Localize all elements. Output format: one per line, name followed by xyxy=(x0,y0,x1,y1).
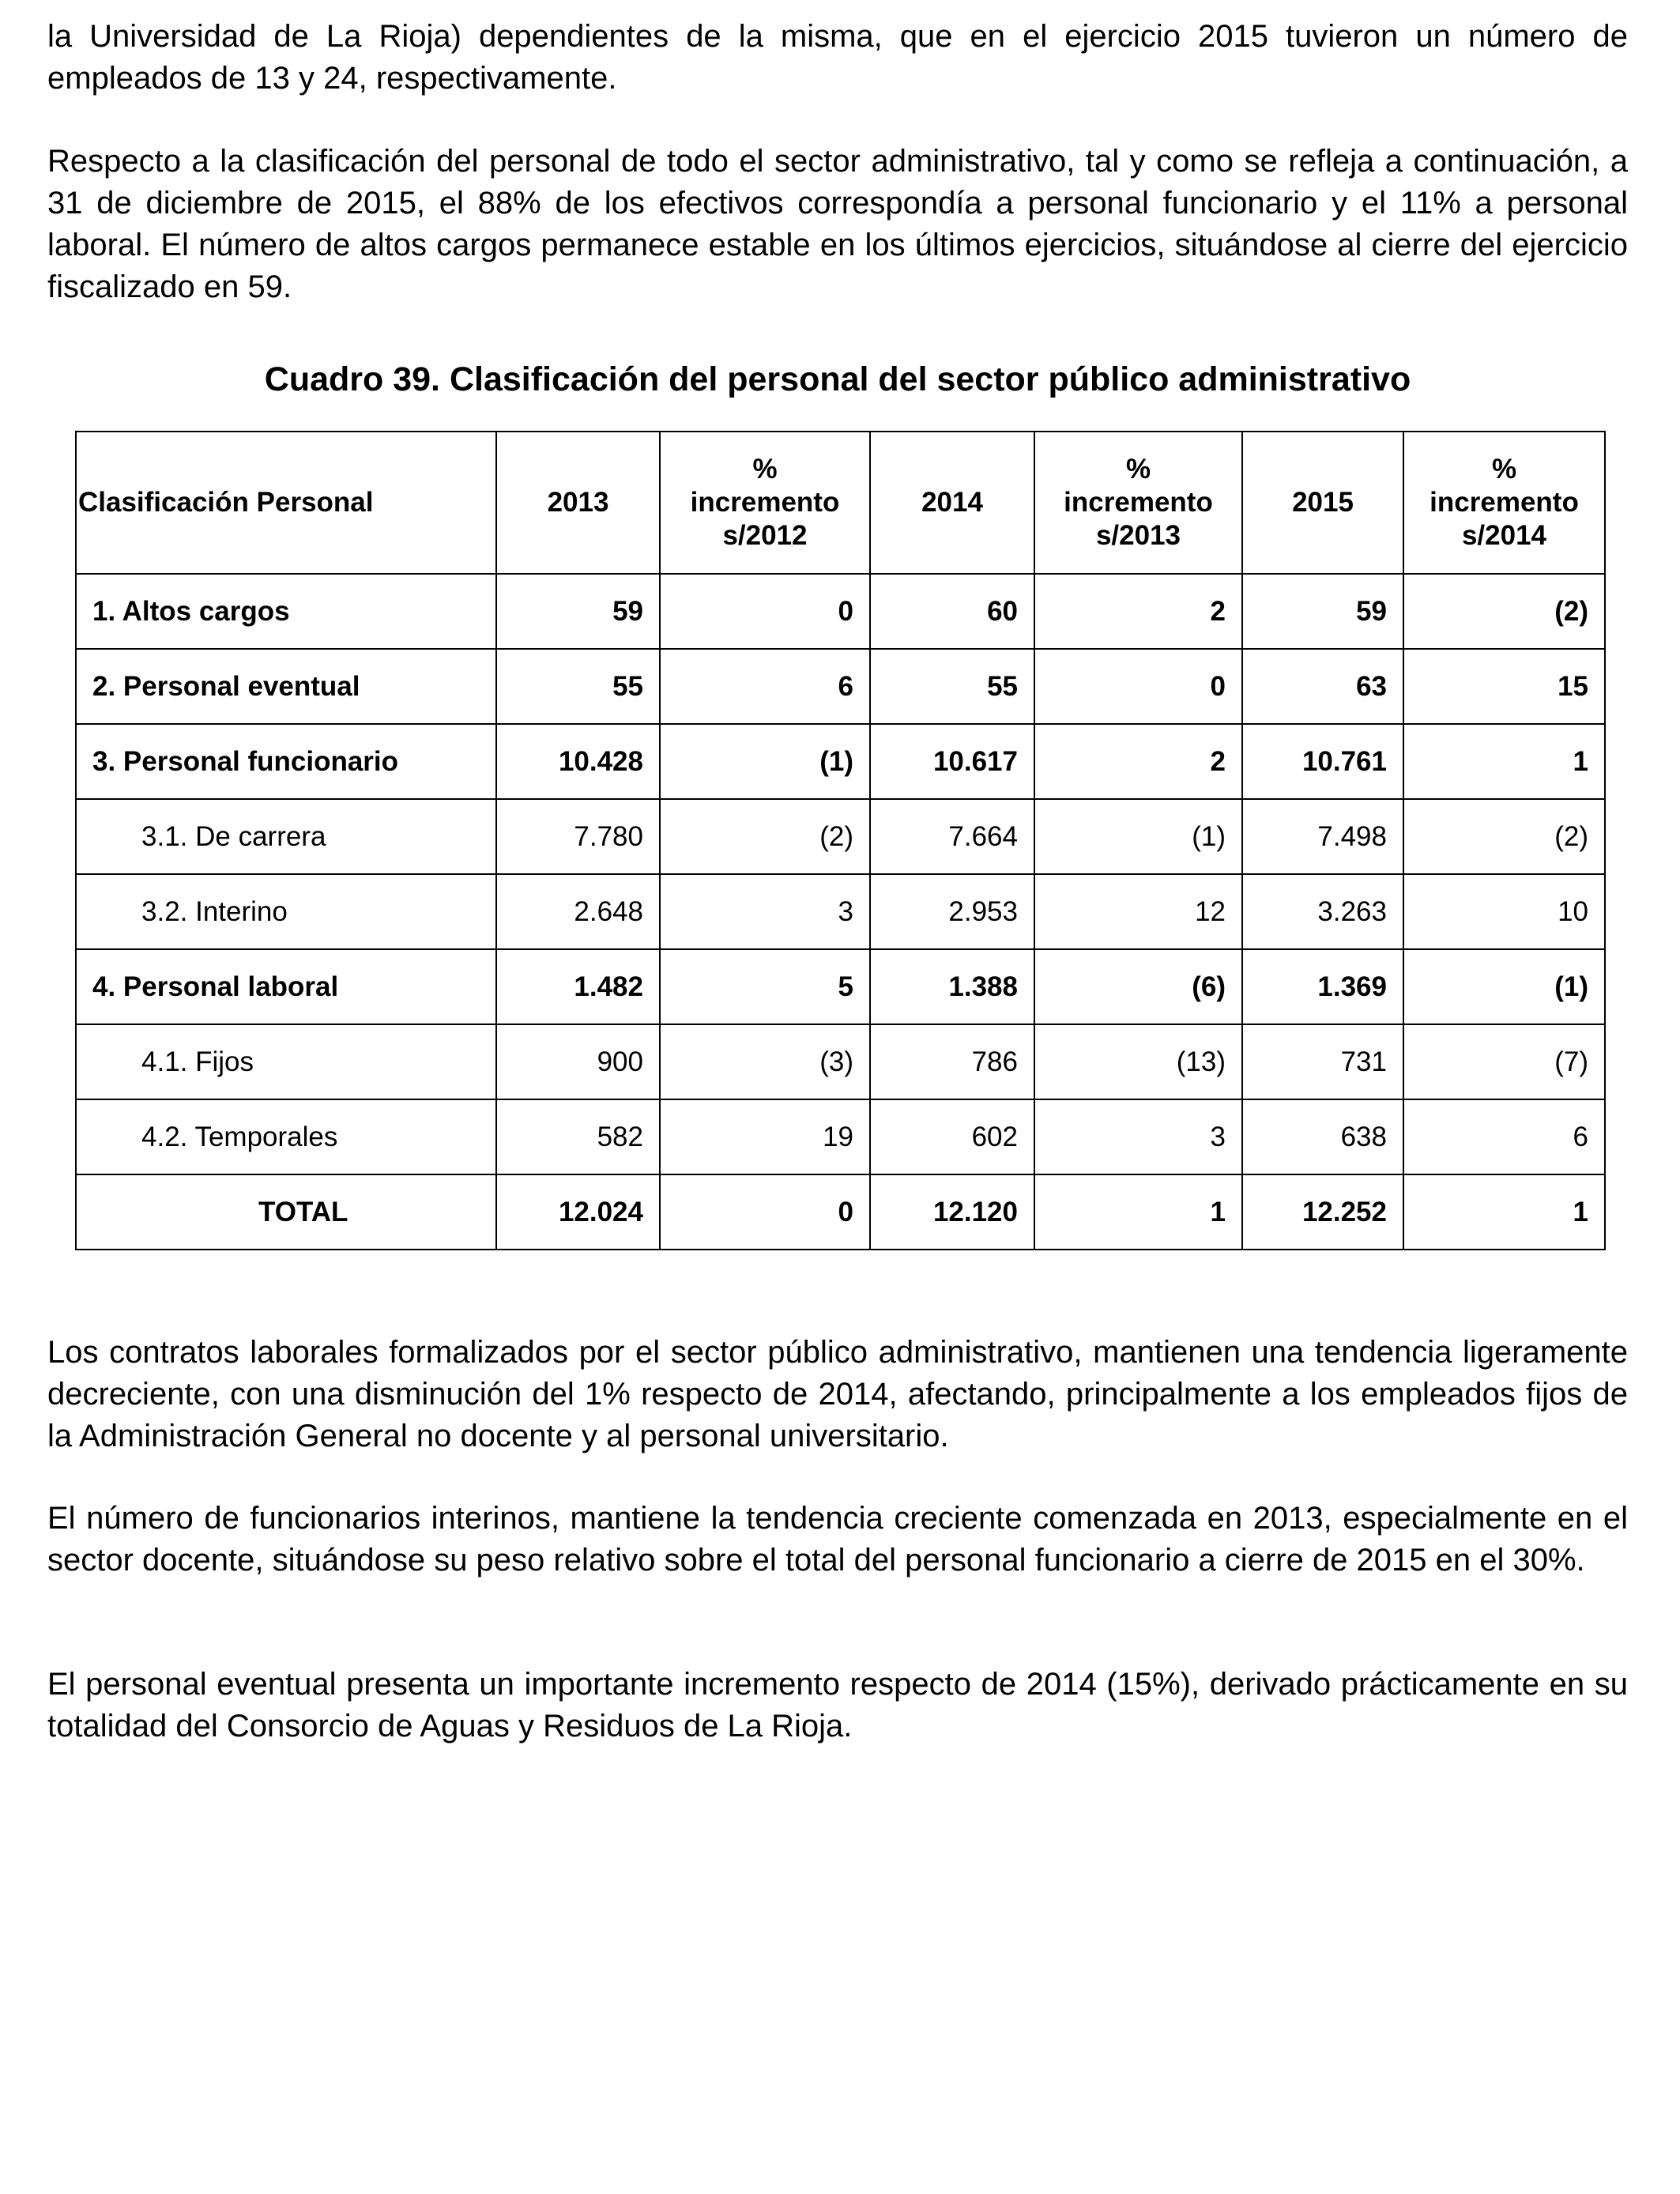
cell-pct-2013: (6) xyxy=(1034,949,1242,1024)
cell-pct-2012: 0 xyxy=(660,1174,870,1250)
table-row xyxy=(76,574,1605,649)
cell-pct-2014: (2) xyxy=(1403,799,1605,874)
table-caption: Cuadro 39. Clasificación del personal del sector público administrativo xyxy=(264,360,1411,398)
cell-2014: 55 xyxy=(870,649,1034,724)
cell-2013: 1.482 xyxy=(496,949,660,1024)
cell-pct-2014: (7) xyxy=(1403,1024,1605,1099)
cell-pct-2013: (1) xyxy=(1034,799,1242,874)
header-pct-2012-line3: s/2012 xyxy=(722,520,808,551)
cell-2015: 10.761 xyxy=(1242,724,1403,799)
personnel-table xyxy=(75,431,1606,1250)
cell-pct-2012: 6 xyxy=(660,649,870,724)
header-2013: 2013 xyxy=(496,432,660,574)
cell-pct-2012: (2) xyxy=(660,799,870,874)
cell-2014: 1.388 xyxy=(870,949,1034,1024)
cell-2013: 10.428 xyxy=(496,724,660,799)
cell-2013: 55 xyxy=(496,649,660,724)
cell-pct-2013: (13) xyxy=(1034,1024,1242,1099)
row-label: 3. Personal funcionario xyxy=(76,724,496,799)
header-pct-2013 xyxy=(1034,432,1242,574)
table-row xyxy=(76,649,1605,724)
cell-2015: 731 xyxy=(1242,1024,1403,1099)
cell-pct-2012: 5 xyxy=(660,949,870,1024)
cell-2015: 12.252 xyxy=(1242,1174,1403,1250)
cell-pct-2012: 0 xyxy=(660,574,870,649)
paragraph-temporary-staff: El personal eventual presenta un importante incremento respecto de 2014 (15%), derivado prácticamente en su totalidad del Consorcio de Aguas y Residuos de La Rioja. xyxy=(47,1667,1628,1744)
cell-2014: 602 xyxy=(870,1099,1034,1174)
cell-pct-2013: 12 xyxy=(1034,874,1242,949)
cell-pct-2013: 0 xyxy=(1034,649,1242,724)
header-2015: 2015 xyxy=(1242,432,1403,574)
header-pct-2014 xyxy=(1403,432,1605,574)
cell-pct-2013: 2 xyxy=(1034,724,1242,799)
header-pct-2014-line3: s/2014 xyxy=(1461,520,1547,551)
header-pct-2012-line1: % xyxy=(752,454,778,484)
table-row xyxy=(76,799,1605,874)
row-label: 4.1. Fijos xyxy=(76,1024,496,1099)
cell-2015: 1.369 xyxy=(1242,949,1403,1024)
cell-2014: 10.617 xyxy=(870,724,1034,799)
cell-pct-2013: 2 xyxy=(1034,574,1242,649)
table-row xyxy=(76,949,1605,1024)
cell-pct-2014: (2) xyxy=(1403,574,1605,649)
cell-pct-2013: 1 xyxy=(1034,1174,1242,1250)
header-pct-2013-line2: incremento xyxy=(1064,487,1213,518)
cell-2013: 2.648 xyxy=(496,874,660,949)
row-label: 2. Personal eventual xyxy=(76,649,496,724)
cell-pct-2014: 10 xyxy=(1403,874,1605,949)
cell-pct-2014: 1 xyxy=(1403,1174,1605,1250)
cell-pct-2012: (1) xyxy=(660,724,870,799)
table-row xyxy=(76,724,1605,799)
cell-2014: 786 xyxy=(870,1024,1034,1099)
row-label: 1. Altos cargos xyxy=(76,574,496,649)
header-pct-2013-line3: s/2013 xyxy=(1095,520,1181,551)
row-label: 4.2. Temporales xyxy=(76,1099,496,1174)
table-row-total xyxy=(76,1174,1605,1250)
cell-2014: 60 xyxy=(870,574,1034,649)
cell-2013: 7.780 xyxy=(496,799,660,874)
cell-2013: 900 xyxy=(496,1024,660,1099)
row-label: 4. Personal laboral xyxy=(76,949,496,1024)
cell-pct-2014: 15 xyxy=(1403,649,1605,724)
row-label: 3.1. De carrera xyxy=(76,799,496,874)
header-pct-2013-line1: % xyxy=(1125,454,1151,484)
header-classification: Clasificación Personal xyxy=(76,432,496,574)
cell-2015: 638 xyxy=(1242,1099,1403,1174)
table-row xyxy=(76,1099,1605,1174)
cell-2013: 12.024 xyxy=(496,1174,660,1250)
row-label: 3.2. Interino xyxy=(76,874,496,949)
paragraph-labor-contracts: Los contratos laborales formalizados por el sector público administrativo, mantienen una tendencia ligeramente decreciente, con una disminución del 1% respecto de 2014, afectando, principalmente a los empleados fijos de la Administración General no docente y al personal universitario. xyxy=(47,1335,1628,1453)
header-pct-2014-line1: % xyxy=(1491,454,1517,484)
cell-pct-2014: 6 xyxy=(1403,1099,1605,1174)
paragraph-intro: la Universidad de La Rioja) dependientes de la misma, que en el ejercicio 2015 tuvieron un número de empleados de 13 y 24, respectivamente. xyxy=(47,19,1628,96)
header-2014: 2014 xyxy=(870,432,1034,574)
cell-pct-2013: 3 xyxy=(1034,1099,1242,1174)
table-header-row xyxy=(76,432,1605,574)
cell-pct-2012: 3 xyxy=(660,874,870,949)
cell-2015: 3.263 xyxy=(1242,874,1403,949)
cell-2015: 63 xyxy=(1242,649,1403,724)
header-pct-2012-line2: incremento xyxy=(690,487,840,518)
header-pct-2014-line2: incremento xyxy=(1430,487,1579,518)
cell-pct-2014: (1) xyxy=(1403,949,1605,1024)
cell-2014: 7.664 xyxy=(870,799,1034,874)
cell-2014: 2.953 xyxy=(870,874,1034,949)
cell-2014: 12.120 xyxy=(870,1174,1034,1250)
cell-2013: 59 xyxy=(496,574,660,649)
cell-pct-2012: (3) xyxy=(660,1024,870,1099)
paragraph-classification: Respecto a la clasificación del personal de todo el sector administrativo, tal y como se refleja a continuación, a 31 de diciembre de 2015, el 88% de los efectivos correspondía a personal funcionario y el 11% a personal laboral. El número de altos cargos permanece estable en los últimos ejercicios, situándose al cierre del ejercicio fiscalizado en 59. xyxy=(47,144,1628,304)
row-label: TOTAL xyxy=(76,1174,496,1250)
header-pct-2012 xyxy=(660,432,870,574)
table-row xyxy=(76,1024,1605,1099)
cell-2013: 582 xyxy=(496,1099,660,1174)
cell-pct-2012: 19 xyxy=(660,1099,870,1174)
cell-2015: 59 xyxy=(1242,574,1403,649)
cell-2015: 7.498 xyxy=(1242,799,1403,874)
cell-pct-2014: 1 xyxy=(1403,724,1605,799)
paragraph-interim-officials: El número de funcionarios interinos, mantiene la tendencia creciente comenzada en 2013, especialmente en el sector docente, situándose su peso relativo sobre el total del personal funcionario a cierre de 2015 en el 30%. xyxy=(47,1501,1628,1578)
table-row xyxy=(76,874,1605,949)
